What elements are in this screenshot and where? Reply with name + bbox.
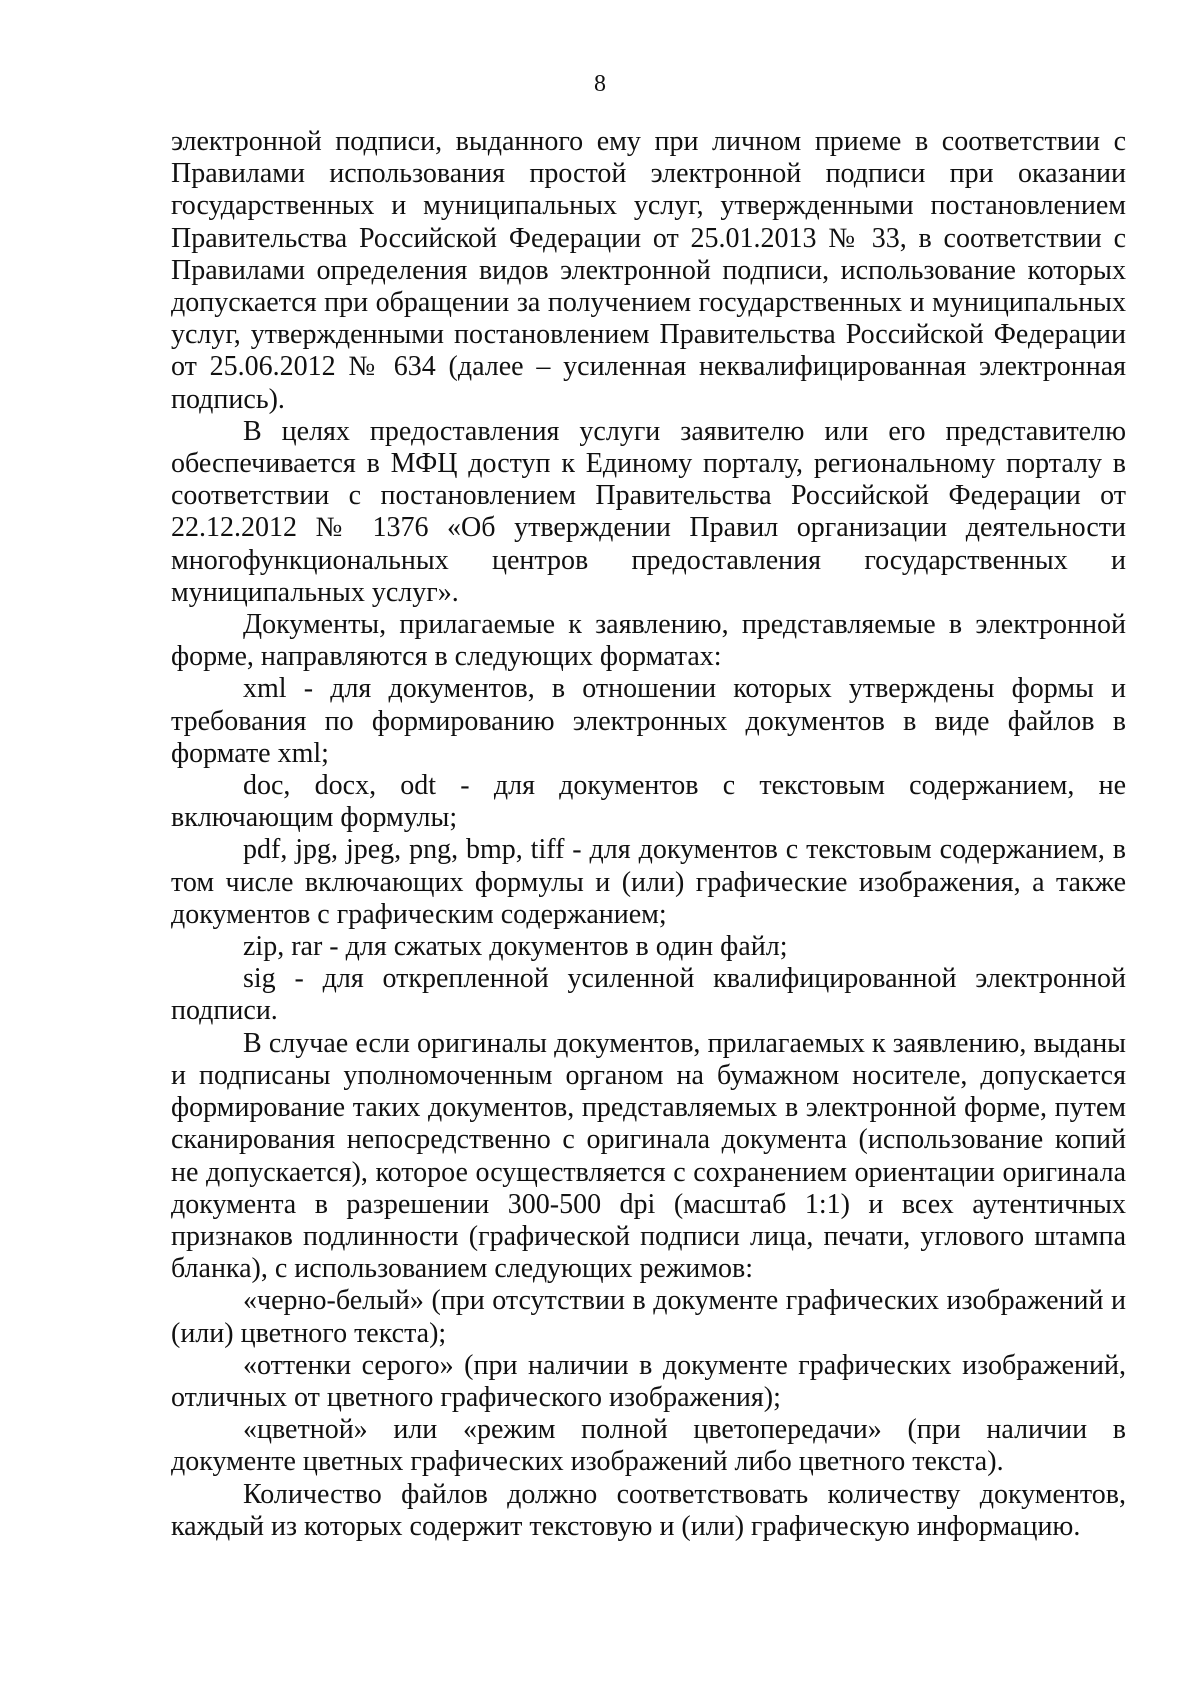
paragraph-signature-rules: электронной подписи, выданного ему при личном приеме в соответствии с Правилами использования простой электронной подписи при оказании государственных и муниципальных услуг, утвержденными постановлением Правительства Российской Федерации от 25.01.2013 № 33, в соответствии с Правилами определения видов электронной подписи, использование которых допускается при обращении за получением государственных и муниципальных услуг, утвержденными постановлением Правительства Российской Федерации от 25.06.2012 № 634 (далее – усиленная неквалифицированная электронная подпись).	[171, 126, 1126, 415]
paragraph-file-count: Количество файлов должно соответствовать количеству документов, каждый из которых содержит текстовую и (или) графическую информацию.	[171, 1478, 1126, 1542]
document-body	[171, 126, 1126, 1543]
paragraph-portal-access: В целях предоставления услуги заявителю или его представителю обеспечивается в МФЦ доступ к Единому порталу, региональному порталу в соответствии с постановлением Правительства Российской Федерации от 22.12.2012 № 1376 «Об утверждении Правил организации деятельности многофункциональных центров предоставления государственных и муниципальных услуг».	[171, 415, 1126, 608]
paragraph-format-pdf-images: pdf, jpg, jpeg, png, bmp, tiff - для документов с текстовым содержанием, в том числе включающих формулы и (или) графические изображения, а также документов с графическим содержанием;	[171, 834, 1126, 930]
paragraph-scanning-rules: В случае если оригиналы документов, прилагаемых к заявлению, выданы и подписаны уполномоченным органом на бумажном носителе, допускается формирование таких документов, представляемых в электронной форме, путем сканирования непосредственно с оригинала документа (использование копий не допускается), которое осуществляется с сохранением ориентации оригинала документа в разрешении 300-500 dpi (масштаб 1:1) и всех аутентичных признаков подлинности (графической подписи лица, печати, углового штампа бланка), с использованием следующих режимов:	[171, 1027, 1126, 1285]
paragraph-mode-color: «цветной» или «режим полной цветопередачи» (при наличии в документе цветных графических изображений либо цветного текста).	[171, 1414, 1126, 1478]
paragraph-file-formats-intro: Документы, прилагаемые к заявлению, представляемые в электронной форме, направляются в следующих форматах:	[171, 609, 1126, 673]
page-number: 8	[594, 71, 606, 97]
paragraph-format-doc: doc, docx, odt - для документов с текстовым содержанием, не включающим формулы;	[171, 770, 1126, 834]
paragraph-format-xml: xml - для документов, в отношении которых утверждены формы и требования по формированию электронных документов в виде файлов в формате xml;	[171, 673, 1126, 769]
paragraph-format-archives: zip, rar - для сжатых документов в один файл;	[243, 931, 788, 963]
paragraph-mode-black-white: «черно-белый» (при отсутствии в документе графических изображений и (или) цветного текста);	[171, 1285, 1126, 1349]
paragraph-mode-grayscale: «оттенки серого» (при наличии в документе графических изображений, отличных от цветного графического изображения);	[171, 1349, 1126, 1413]
paragraph-format-sig: sig - для открепленной усиленной квалифицированной электронной подписи.	[171, 963, 1126, 1027]
